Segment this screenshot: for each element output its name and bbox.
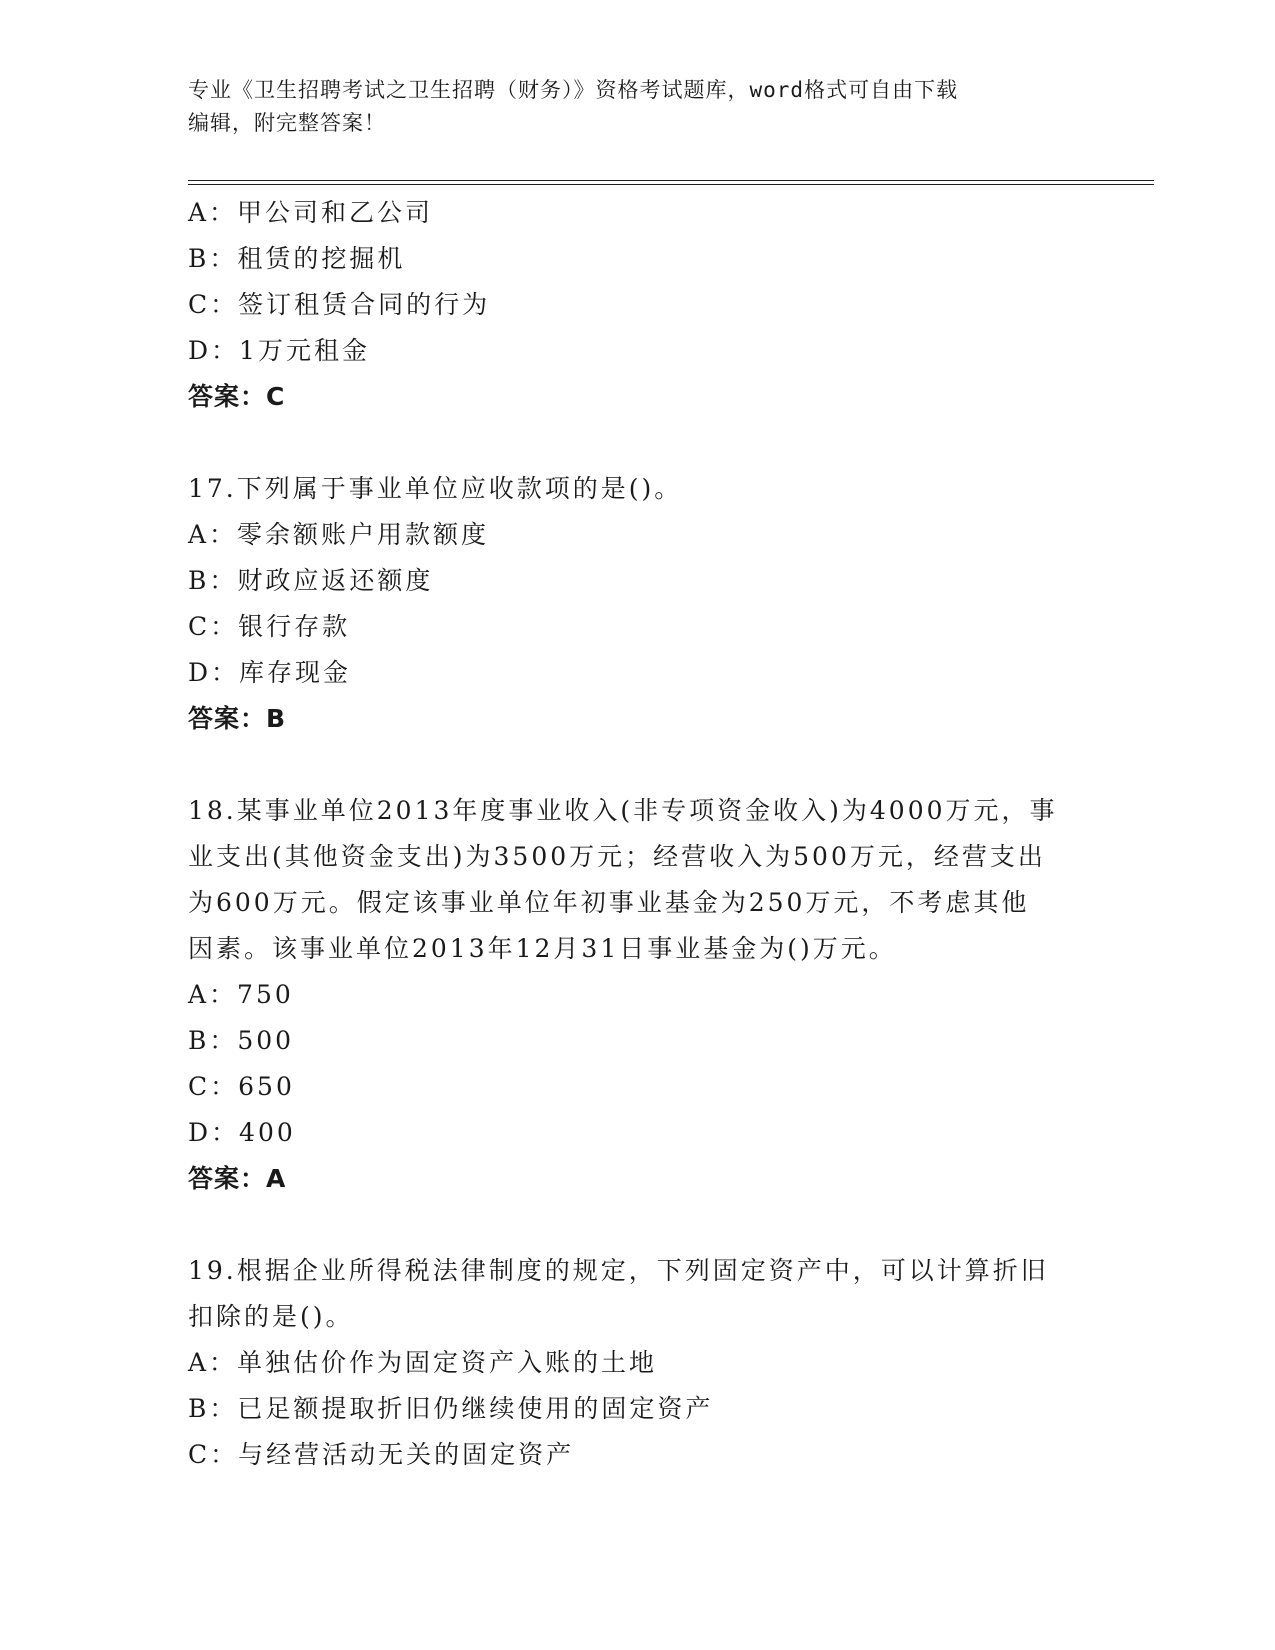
spacer [188,742,1068,788]
option-b: B：财政应返还额度 [188,566,434,595]
stem-line: 扣除的是()。 [188,1302,354,1331]
option-c: C：银行存款 [188,612,351,641]
question-stem [188,788,1068,972]
option-b: B：租赁的挖掘机 [188,244,406,273]
question-stem [188,1248,1068,1340]
answer-line: 答案：A [188,1164,287,1193]
option-c: C：650 [188,1072,295,1101]
question-block-19 [188,1248,1068,1478]
option-a: A：甲公司和乙公司 [188,198,434,227]
option-d: D：库存现金 [188,658,352,687]
spacer [188,1202,1068,1248]
answer-line: 答案：B [188,704,287,733]
spacer [188,420,1068,466]
question-list [188,190,1068,1478]
stem-line: 18.某事业单位2013年度事业收入(非专项资金收入)为4000万元，事 [188,796,1058,825]
document-header [188,74,1068,140]
answer-line: 答案：C [188,382,286,411]
header-line-1: 专业《卫生招聘考试之卫生招聘（财务）》资格考试题库，word格式可自由下载 [188,78,959,102]
header-divider [188,180,1154,185]
option-d: D：400 [188,1118,296,1147]
option-a: A：750 [188,980,294,1009]
option-c: C：与经营活动无关的固定资产 [188,1440,575,1469]
question-block-17 [188,466,1068,742]
stem-line: 为600万元。假定该事业单位年初事业基金为250万元，不考虑其他 [188,888,1030,917]
option-d: D：1万元租金 [188,336,370,365]
question-block-16 [188,190,1068,420]
header-line-2: 编辑，附完整答案！ [188,111,386,135]
stem-line: 19.根据企业所得税法律制度的规定，下列固定资产中，可以计算折旧 [188,1256,1049,1285]
question-block-18 [188,788,1068,1202]
option-b: B：500 [188,1026,295,1055]
option-c: C：签订租赁合同的行为 [188,290,491,319]
option-a: A：零余额账户用款额度 [188,520,490,549]
option-a: A：单独估价作为固定资产入账的土地 [188,1348,658,1377]
question-stem: 17.下列属于事业单位应收款项的是()。 [188,474,683,503]
stem-line: 业支出(其他资金支出)为3500万元；经营收入为500万元，经营支出 [188,842,1046,871]
stem-line: 因素。该事业单位2013年12月31日事业基金为()万元。 [188,934,897,963]
option-b: B：已足额提取折旧仍继续使用的固定资产 [188,1394,714,1423]
